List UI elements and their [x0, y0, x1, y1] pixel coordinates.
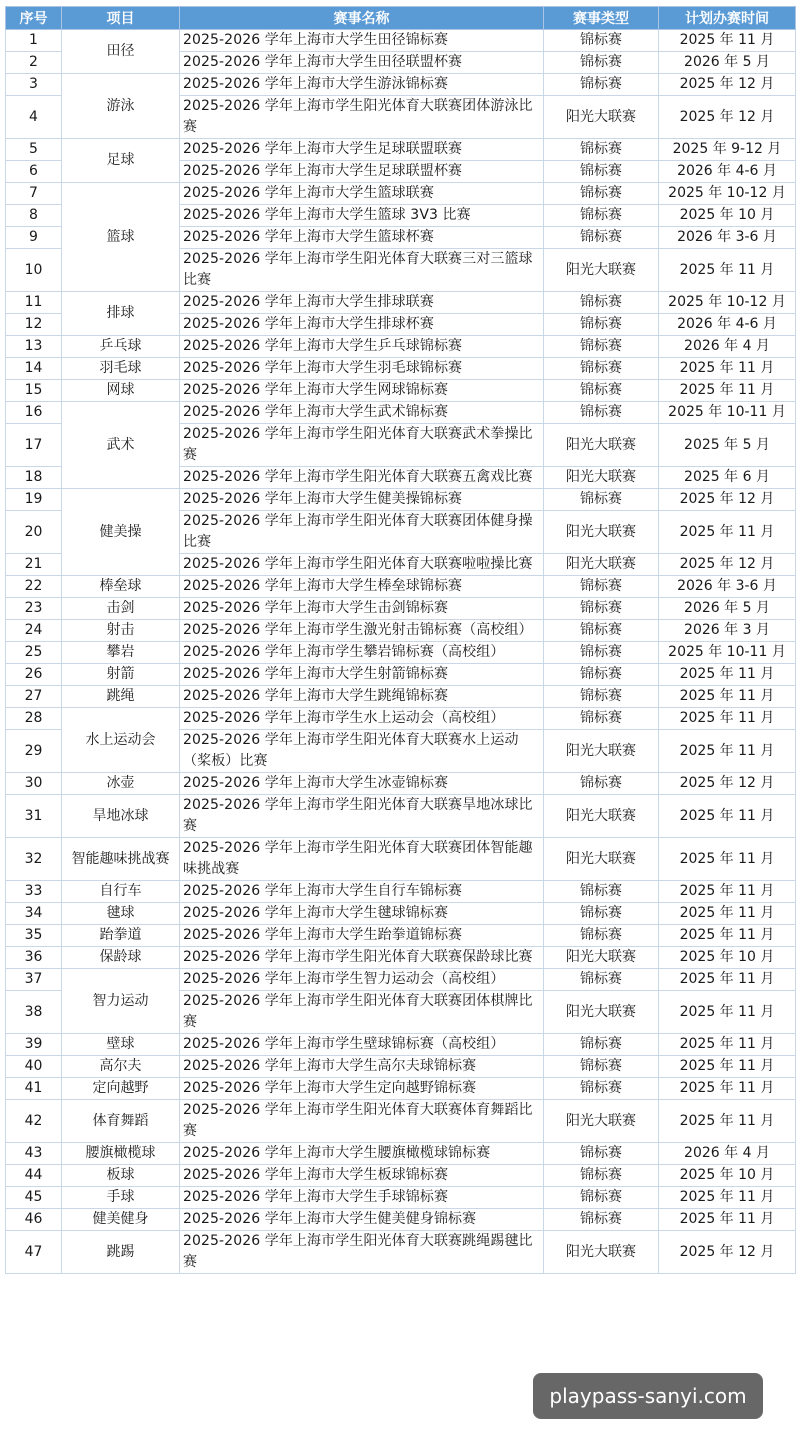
cell-event-name: 2025-2026 学年上海市学生阳光体育大联赛啦啦操比赛	[180, 554, 544, 576]
cell-event-name: 2025-2026 学年上海市学生阳光体育大联赛团体棋牌比赛	[180, 991, 544, 1034]
cell-no: 28	[6, 708, 62, 730]
cell-no: 13	[6, 336, 62, 358]
cell-event-type: 锦标赛	[544, 642, 659, 664]
table-row	[6, 1143, 796, 1165]
cell-schedule: 2025 年 11 月	[659, 1100, 796, 1143]
header-item: 项目	[62, 7, 180, 30]
cell-item: 健美健身	[62, 1209, 180, 1231]
cell-schedule: 2025 年 10-11 月	[659, 402, 796, 424]
cell-schedule: 2025 年 12 月	[659, 96, 796, 139]
cell-event-type: 锦标赛	[544, 598, 659, 620]
watermark: playpass-sanyi.com	[533, 1373, 763, 1419]
cell-event-type: 锦标赛	[544, 205, 659, 227]
cell-event-type: 锦标赛	[544, 903, 659, 925]
cell-schedule: 2025 年 11 月	[659, 358, 796, 380]
cell-no: 27	[6, 686, 62, 708]
cell-no: 30	[6, 773, 62, 795]
cell-event-type: 锦标赛	[544, 52, 659, 74]
cell-schedule: 2025 年 11 月	[659, 1056, 796, 1078]
cell-event-type: 锦标赛	[544, 576, 659, 598]
events-table	[5, 6, 796, 1274]
cell-item: 板球	[62, 1165, 180, 1187]
table-row	[6, 183, 796, 205]
table-row	[6, 1231, 796, 1274]
cell-item: 自行车	[62, 881, 180, 903]
cell-event-type: 锦标赛	[544, 773, 659, 795]
cell-event-name: 2025-2026 学年上海市学生阳光体育大联赛三对三篮球比赛	[180, 249, 544, 292]
cell-event-name: 2025-2026 学年上海市大学生高尔夫球锦标赛	[180, 1056, 544, 1078]
cell-event-type: 阳光大联赛	[544, 249, 659, 292]
cell-no: 2	[6, 52, 62, 74]
cell-item: 排球	[62, 292, 180, 336]
cell-schedule: 2026 年 4 月	[659, 336, 796, 358]
cell-schedule: 2025 年 11 月	[659, 1078, 796, 1100]
table-body	[6, 30, 796, 1274]
cell-event-type: 锦标赛	[544, 969, 659, 991]
cell-event-type: 锦标赛	[544, 314, 659, 336]
header-event-type: 赛事类型	[544, 7, 659, 30]
table-row	[6, 1034, 796, 1056]
cell-event-name: 2025-2026 学年上海市大学生足球联盟杯赛	[180, 161, 544, 183]
cell-event-type: 阳光大联赛	[544, 838, 659, 881]
cell-schedule: 2025 年 11 月	[659, 1187, 796, 1209]
cell-event-type: 锦标赛	[544, 1165, 659, 1187]
cell-event-type: 锦标赛	[544, 227, 659, 249]
cell-no: 10	[6, 249, 62, 292]
cell-event-name: 2025-2026 学年上海市大学生跳绳锦标赛	[180, 686, 544, 708]
cell-event-name: 2025-2026 学年上海市学生阳光体育大联赛团体健身操比赛	[180, 511, 544, 554]
cell-event-type: 锦标赛	[544, 183, 659, 205]
cell-item: 击剑	[62, 598, 180, 620]
cell-item: 智力运动	[62, 969, 180, 1034]
cell-schedule: 2025 年 10-11 月	[659, 642, 796, 664]
cell-event-name: 2025-2026 学年上海市学生智力运动会（高校组）	[180, 969, 544, 991]
cell-event-type: 锦标赛	[544, 664, 659, 686]
cell-schedule: 2025 年 11 月	[659, 881, 796, 903]
cell-no: 43	[6, 1143, 62, 1165]
table-row	[6, 576, 796, 598]
table-row	[6, 402, 796, 424]
table-row	[6, 903, 796, 925]
cell-schedule: 2026 年 5 月	[659, 598, 796, 620]
cell-item: 手球	[62, 1187, 180, 1209]
cell-no: 1	[6, 30, 62, 52]
cell-event-type: 锦标赛	[544, 161, 659, 183]
cell-schedule: 2025 年 12 月	[659, 773, 796, 795]
cell-no: 36	[6, 947, 62, 969]
cell-event-type: 阳光大联赛	[544, 511, 659, 554]
cell-event-name: 2025-2026 学年上海市大学生篮球杯赛	[180, 227, 544, 249]
cell-schedule: 2025 年 12 月	[659, 489, 796, 511]
cell-schedule: 2026 年 3-6 月	[659, 227, 796, 249]
cell-no: 35	[6, 925, 62, 947]
table-row	[6, 358, 796, 380]
cell-schedule: 2025 年 10-12 月	[659, 292, 796, 314]
cell-schedule: 2026 年 5 月	[659, 52, 796, 74]
cell-schedule: 2026 年 3-6 月	[659, 576, 796, 598]
cell-event-name: 2025-2026 学年上海市学生阳光体育大联赛五禽戏比赛	[180, 467, 544, 489]
cell-item: 定向越野	[62, 1078, 180, 1100]
cell-item: 网球	[62, 380, 180, 402]
cell-schedule: 2025 年 10 月	[659, 947, 796, 969]
cell-event-type: 阳光大联赛	[544, 730, 659, 773]
cell-item: 体育舞蹈	[62, 1100, 180, 1143]
table-row	[6, 1056, 796, 1078]
cell-no: 15	[6, 380, 62, 402]
cell-item: 跳踢	[62, 1231, 180, 1274]
cell-event-type: 锦标赛	[544, 1143, 659, 1165]
cell-schedule: 2025 年 11 月	[659, 1209, 796, 1231]
cell-schedule: 2025 年 11 月	[659, 838, 796, 881]
cell-no: 20	[6, 511, 62, 554]
cell-no: 37	[6, 969, 62, 991]
cell-schedule: 2025 年 6 月	[659, 467, 796, 489]
cell-item: 毽球	[62, 903, 180, 925]
cell-item: 壁球	[62, 1034, 180, 1056]
cell-no: 31	[6, 795, 62, 838]
cell-schedule: 2025 年 11 月	[659, 925, 796, 947]
cell-event-name: 2025-2026 学年上海市大学生网球锦标赛	[180, 380, 544, 402]
cell-event-name: 2025-2026 学年上海市大学生板球锦标赛	[180, 1165, 544, 1187]
header-event-name: 赛事名称	[180, 7, 544, 30]
cell-event-name: 2025-2026 学年上海市学生阳光体育大联赛保龄球比赛	[180, 947, 544, 969]
cell-event-name: 2025-2026 学年上海市学生阳光体育大联赛武术拳操比赛	[180, 424, 544, 467]
cell-event-type: 锦标赛	[544, 708, 659, 730]
table-row	[6, 795, 796, 838]
cell-item: 冰壶	[62, 773, 180, 795]
cell-schedule: 2026 年 4-6 月	[659, 161, 796, 183]
cell-item: 旱地冰球	[62, 795, 180, 838]
cell-no: 6	[6, 161, 62, 183]
cell-no: 12	[6, 314, 62, 336]
cell-item: 射击	[62, 620, 180, 642]
cell-no: 5	[6, 139, 62, 161]
cell-event-name: 2025-2026 学年上海市学生攀岩锦标赛（高校组）	[180, 642, 544, 664]
cell-no: 11	[6, 292, 62, 314]
table-row	[6, 1165, 796, 1187]
cell-no: 47	[6, 1231, 62, 1274]
cell-event-name: 2025-2026 学年上海市大学生手球锦标赛	[180, 1187, 544, 1209]
cell-item: 高尔夫	[62, 1056, 180, 1078]
cell-schedule: 2025 年 11 月	[659, 249, 796, 292]
cell-event-name: 2025-2026 学年上海市大学生腰旗橄榄球锦标赛	[180, 1143, 544, 1165]
cell-schedule: 2025 年 11 月	[659, 708, 796, 730]
cell-item: 健美操	[62, 489, 180, 576]
cell-schedule: 2025 年 11 月	[659, 991, 796, 1034]
cell-no: 17	[6, 424, 62, 467]
table-row	[6, 642, 796, 664]
cell-event-name: 2025-2026 学年上海市大学生田径锦标赛	[180, 30, 544, 52]
table-row	[6, 292, 796, 314]
cell-no: 40	[6, 1056, 62, 1078]
cell-event-name: 2025-2026 学年上海市大学生自行车锦标赛	[180, 881, 544, 903]
cell-schedule: 2025 年 11 月	[659, 30, 796, 52]
cell-event-type: 锦标赛	[544, 1056, 659, 1078]
cell-no: 22	[6, 576, 62, 598]
cell-event-type: 锦标赛	[544, 1078, 659, 1100]
cell-no: 16	[6, 402, 62, 424]
cell-event-name: 2025-2026 学年上海市大学生跆拳道锦标赛	[180, 925, 544, 947]
cell-no: 41	[6, 1078, 62, 1100]
cell-event-type: 锦标赛	[544, 30, 659, 52]
cell-no: 46	[6, 1209, 62, 1231]
cell-event-type: 锦标赛	[544, 686, 659, 708]
table-row	[6, 620, 796, 642]
cell-schedule: 2026 年 3 月	[659, 620, 796, 642]
cell-event-type: 锦标赛	[544, 1187, 659, 1209]
cell-event-name: 2025-2026 学年上海市大学生羽毛球锦标赛	[180, 358, 544, 380]
cell-item: 武术	[62, 402, 180, 489]
cell-no: 39	[6, 1034, 62, 1056]
cell-no: 21	[6, 554, 62, 576]
table-row	[6, 380, 796, 402]
cell-no: 19	[6, 489, 62, 511]
cell-event-name: 2025-2026 学年上海市大学生田径联盟杯赛	[180, 52, 544, 74]
cell-event-name: 2025-2026 学年上海市学生阳光体育大联赛体育舞蹈比赛	[180, 1100, 544, 1143]
cell-item: 智能趣味挑战赛	[62, 838, 180, 881]
cell-no: 25	[6, 642, 62, 664]
table-row	[6, 947, 796, 969]
cell-event-type: 锦标赛	[544, 1034, 659, 1056]
table-row	[6, 336, 796, 358]
table-row	[6, 1187, 796, 1209]
cell-item: 腰旗橄榄球	[62, 1143, 180, 1165]
cell-no: 14	[6, 358, 62, 380]
cell-event-name: 2025-2026 学年上海市大学生健美操锦标赛	[180, 489, 544, 511]
cell-schedule: 2025 年 10 月	[659, 205, 796, 227]
cell-no: 26	[6, 664, 62, 686]
cell-no: 32	[6, 838, 62, 881]
table-row	[6, 598, 796, 620]
cell-event-type: 锦标赛	[544, 881, 659, 903]
table-row	[6, 686, 796, 708]
cell-no: 7	[6, 183, 62, 205]
cell-event-name: 2025-2026 学年上海市学生阳光体育大联赛团体智能趣味挑战赛	[180, 838, 544, 881]
cell-item: 足球	[62, 139, 180, 183]
table-row	[6, 30, 796, 52]
table-row	[6, 1078, 796, 1100]
cell-schedule: 2026 年 4 月	[659, 1143, 796, 1165]
cell-event-name: 2025-2026 学年上海市大学生排球联赛	[180, 292, 544, 314]
cell-event-name: 2025-2026 学年上海市大学生健美健身锦标赛	[180, 1209, 544, 1231]
table-row	[6, 489, 796, 511]
cell-event-name: 2025-2026 学年上海市大学生游泳锦标赛	[180, 74, 544, 96]
cell-item: 保龄球	[62, 947, 180, 969]
cell-event-type: 锦标赛	[544, 620, 659, 642]
cell-no: 45	[6, 1187, 62, 1209]
cell-schedule: 2025 年 11 月	[659, 795, 796, 838]
cell-event-type: 阳光大联赛	[544, 991, 659, 1034]
cell-item: 攀岩	[62, 642, 180, 664]
cell-event-name: 2025-2026 学年上海市学生阳光体育大联赛旱地冰球比赛	[180, 795, 544, 838]
cell-schedule: 2025 年 10-12 月	[659, 183, 796, 205]
cell-event-type: 阳光大联赛	[544, 1100, 659, 1143]
cell-event-name: 2025-2026 学年上海市大学生篮球联赛	[180, 183, 544, 205]
cell-item: 篮球	[62, 183, 180, 292]
cell-schedule: 2025 年 11 月	[659, 686, 796, 708]
cell-schedule: 2026 年 4-6 月	[659, 314, 796, 336]
cell-event-type: 锦标赛	[544, 292, 659, 314]
cell-item: 跳绳	[62, 686, 180, 708]
table-row	[6, 708, 796, 730]
cell-schedule: 2025 年 11 月	[659, 969, 796, 991]
cell-schedule: 2025 年 5 月	[659, 424, 796, 467]
cell-schedule: 2025 年 11 月	[659, 903, 796, 925]
cell-event-name: 2025-2026 学年上海市大学生冰壶锦标赛	[180, 773, 544, 795]
cell-event-type: 锦标赛	[544, 358, 659, 380]
cell-item: 水上运动会	[62, 708, 180, 773]
table-row	[6, 1100, 796, 1143]
header-schedule: 计划办赛时间	[659, 7, 796, 30]
cell-item: 游泳	[62, 74, 180, 139]
cell-event-type: 阳光大联赛	[544, 947, 659, 969]
cell-event-name: 2025-2026 学年上海市大学生足球联盟联赛	[180, 139, 544, 161]
cell-schedule: 2025 年 9-12 月	[659, 139, 796, 161]
cell-schedule: 2025 年 11 月	[659, 664, 796, 686]
cell-event-name: 2025-2026 学年上海市学生激光射击锦标赛（高校组）	[180, 620, 544, 642]
table-row	[6, 1209, 796, 1231]
cell-no: 33	[6, 881, 62, 903]
cell-schedule: 2025 年 12 月	[659, 554, 796, 576]
cell-event-type: 锦标赛	[544, 489, 659, 511]
header-row	[6, 7, 796, 30]
table-row	[6, 881, 796, 903]
cell-event-name: 2025-2026 学年上海市大学生击剑锦标赛	[180, 598, 544, 620]
cell-no: 8	[6, 205, 62, 227]
cell-event-type: 锦标赛	[544, 380, 659, 402]
cell-event-name: 2025-2026 学年上海市大学生定向越野锦标赛	[180, 1078, 544, 1100]
cell-no: 4	[6, 96, 62, 139]
cell-event-type: 阳光大联赛	[544, 467, 659, 489]
table-row	[6, 969, 796, 991]
cell-event-name: 2025-2026 学年上海市大学生乒乓球锦标赛	[180, 336, 544, 358]
cell-no: 42	[6, 1100, 62, 1143]
table-row	[6, 74, 796, 96]
cell-no: 9	[6, 227, 62, 249]
cell-schedule: 2025 年 11 月	[659, 511, 796, 554]
cell-schedule: 2025 年 11 月	[659, 1034, 796, 1056]
cell-no: 23	[6, 598, 62, 620]
cell-event-name: 2025-2026 学年上海市大学生篮球 3V3 比赛	[180, 205, 544, 227]
cell-event-name: 2025-2026 学年上海市学生阳光体育大联赛跳绳踢毽比赛	[180, 1231, 544, 1274]
cell-no: 34	[6, 903, 62, 925]
cell-event-type: 锦标赛	[544, 1209, 659, 1231]
cell-schedule: 2025 年 11 月	[659, 730, 796, 773]
table-row	[6, 139, 796, 161]
cell-event-type: 锦标赛	[544, 139, 659, 161]
cell-event-name: 2025-2026 学年上海市大学生棒垒球锦标赛	[180, 576, 544, 598]
cell-event-name: 2025-2026 学年上海市大学生毽球锦标赛	[180, 903, 544, 925]
cell-no: 18	[6, 467, 62, 489]
cell-schedule: 2025 年 10 月	[659, 1165, 796, 1187]
cell-no: 24	[6, 620, 62, 642]
cell-no: 3	[6, 74, 62, 96]
cell-no: 29	[6, 730, 62, 773]
table-row	[6, 925, 796, 947]
cell-schedule: 2025 年 11 月	[659, 380, 796, 402]
cell-event-type: 锦标赛	[544, 402, 659, 424]
cell-event-name: 2025-2026 学年上海市学生壁球锦标赛（高校组）	[180, 1034, 544, 1056]
cell-item: 棒垒球	[62, 576, 180, 598]
cell-event-type: 阳光大联赛	[544, 1231, 659, 1274]
cell-no: 38	[6, 991, 62, 1034]
cell-item: 跆拳道	[62, 925, 180, 947]
table-row	[6, 664, 796, 686]
cell-event-type: 阳光大联赛	[544, 795, 659, 838]
cell-no: 44	[6, 1165, 62, 1187]
cell-schedule: 2025 年 12 月	[659, 1231, 796, 1274]
header-no: 序号	[6, 7, 62, 30]
cell-item: 田径	[62, 30, 180, 74]
cell-item: 乒乓球	[62, 336, 180, 358]
cell-event-name: 2025-2026 学年上海市学生水上运动会（高校组）	[180, 708, 544, 730]
cell-item: 羽毛球	[62, 358, 180, 380]
cell-event-type: 阳光大联赛	[544, 554, 659, 576]
cell-event-name: 2025-2026 学年上海市学生阳光体育大联赛团体游泳比赛	[180, 96, 544, 139]
cell-event-type: 锦标赛	[544, 74, 659, 96]
table-row	[6, 773, 796, 795]
cell-item: 射箭	[62, 664, 180, 686]
cell-event-type: 锦标赛	[544, 336, 659, 358]
cell-event-type: 锦标赛	[544, 925, 659, 947]
cell-event-name: 2025-2026 学年上海市大学生排球杯赛	[180, 314, 544, 336]
cell-schedule: 2025 年 12 月	[659, 74, 796, 96]
cell-event-name: 2025-2026 学年上海市大学生武术锦标赛	[180, 402, 544, 424]
table-row	[6, 838, 796, 881]
cell-event-name: 2025-2026 学年上海市学生阳光体育大联赛水上运动（桨板）比赛	[180, 730, 544, 773]
cell-event-type: 阳光大联赛	[544, 424, 659, 467]
cell-event-name: 2025-2026 学年上海市大学生射箭锦标赛	[180, 664, 544, 686]
cell-event-type: 阳光大联赛	[544, 96, 659, 139]
